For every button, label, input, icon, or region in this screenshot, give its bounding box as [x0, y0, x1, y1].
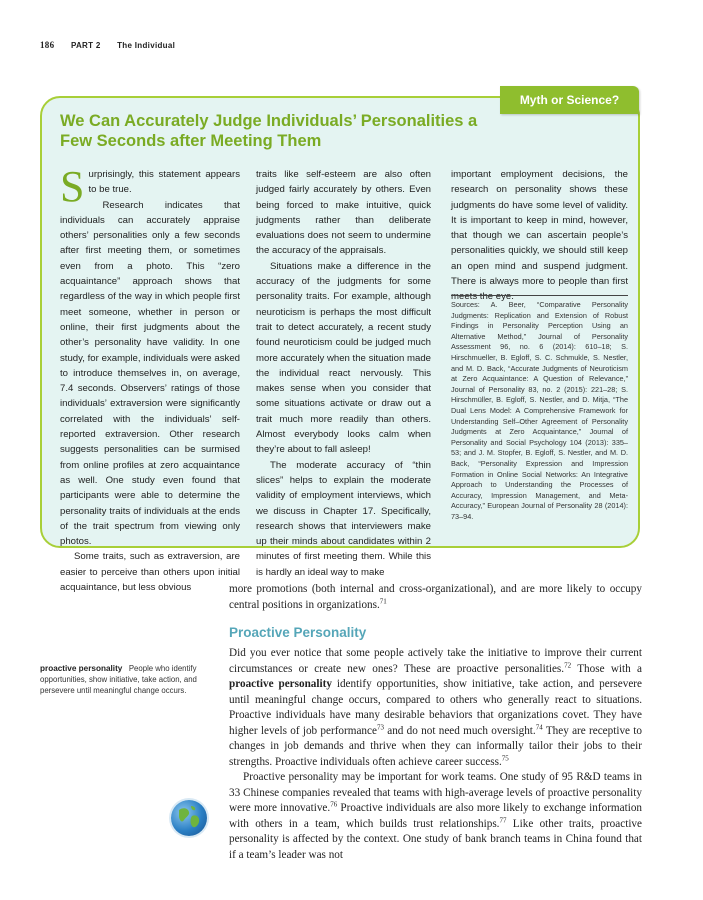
body-p1-d: and do not need much oversight. [387, 724, 536, 737]
part-label: PART 2 [70, 41, 101, 50]
feature-col2-p2: Situations make a difference in the accuracy of the judgments for some personality traits. For example, although neuroticism is perhaps the most difficult trait to detect accurately, a recent study found neuroticism could be judged much more accurately when the situation made the individual react nervously. This makes sense when you consider that some situations activate or draw out a trait much more readily than others. Almost everybody looks calm when they’re about to fall asleep! [256, 260, 431, 456]
feature-col2-p1: traits like self-esteem are also often judged fairly accurately by others. Even being forced to make intuitive, quick judgments rather than deliberate evaluations does not seem to undermine the accuracy of the appraisals. [256, 169, 431, 257]
body-p1-e: They are receptive to changes in job demands and thrive when they can informally tailor their jobs to their strengths. Proactive individuals often achieve career success. [229, 724, 643, 768]
footnote-ref: 73 [376, 722, 384, 731]
feature-col2-p3: The moderate accuracy of “thin slices” helps to explain the moderate validity of employment interviews, which we discuss in Chapter 17. Specifically, research shows that interviewers make up their minds about candidates within 2 minutes of first meeting them. While this is hardly an ideal way to make [256, 459, 431, 578]
glossary-term: proactive personality [40, 664, 123, 673]
key-term: proactive personality [229, 678, 332, 690]
glossary-text: People who identify opportunities, show initiative, take action, and persevere until meaningful change occurs. [40, 664, 197, 695]
body-intro-text: more promotions (both internal and cross-organizational), and are more likely to occupy central positions in organizations. [229, 583, 642, 611]
myth-or-science-tag: Myth or Science? [500, 86, 639, 114]
feature-col3-p1: important employment decisions, the research on personality shows these judgments do have some level of validity. It is important to keep in mind, however, that though we can ascertain people’s personalities quickly, we should still keep an open mind and suspend judgment. There is always more to people than first meets the eye. [451, 169, 628, 303]
feature-column-3 [451, 167, 628, 305]
feature-column-1 [60, 162, 240, 595]
footnote-ref: 76 [330, 800, 338, 809]
body-p1-b: Those with a [577, 662, 642, 675]
footnote-ref: 75 [501, 753, 509, 762]
section-heading: Proactive Personality [229, 625, 367, 640]
part-title: The Individual [117, 41, 176, 50]
footnote-ref: 74 [535, 722, 543, 731]
body-intro [229, 582, 642, 613]
footnote-ref: 72 [564, 660, 572, 669]
page-number: 186 [40, 40, 55, 50]
footnote-ref: 71 [379, 596, 387, 605]
body-p1-a: Did you ever notice that some people actively take the initiative to improve their current circumstances or create new ones? These are proactive personalities. [229, 647, 642, 675]
body-p1-c: identify opportunities, show initiative, take action, and persevere until meaningful change occurs, compared to others who generally react to situations. Proactive individuals have many desirable behaviors that organizations covet. They have higher levels of job performance [229, 678, 643, 737]
feature-col1-p1: urprisingly, this statement appears to be true. [88, 169, 240, 196]
footnote-ref: 77 [499, 815, 507, 824]
globe-icon [171, 800, 207, 836]
drop-cap: S [60, 162, 85, 211]
body-section [229, 646, 642, 863]
feature-col1-p2: Research indicates that individuals can accurately appraise others’ personalities only a few seconds after first meeting them, or sometimes even from a photo. This “zero acquaintance” approach shows that regardless of the way in which people first meet someone, whether in person or online, their first judgments about the other’s personality have validity. In one study, for example, individuals were asked to introduce themselves in, on average, 7.4 seconds. Observers’ ratings of those individuals’ extraversion were significantly correlated with the individuals’ self-reported extraversion. Other research suggests personalities can be surmised from online profiles at zero acquaintance as well. One study even found that participants were able to determine the personality traits of individuals at the ends of the trait spectrum from viewing only photos. [60, 199, 240, 548]
body-p2-c: Like other traits, proactive personality is affected by the context. One study of bank branch teams in China found that if a team’s leader was not [229, 817, 642, 861]
body-p2-b: Proactive individuals are also more likely to exchange information with others in a team, which builds trust relationships. [229, 802, 643, 830]
feature-col1-p3: Some traits, such as extraversion, are easier to perceive than others upon initial acquaintance, but less obvious [60, 551, 240, 594]
glossary-definition [40, 663, 210, 696]
running-header [40, 40, 189, 50]
feature-title: We Can Accurately Judge Individuals’ Personalities a Few Seconds after Meeting Them [60, 112, 478, 150]
feature-sources: Sources: A. Beer, “Comparative Personality Judgments: Replication and Extension of Robust Findings in Personality Perception Using an Alternative Method,” Journal of Personality Assessment 96, no. 6 (2014): 610–18; S. Hirschmueller, B. Egloff, S. C. Schmukle, S. Nestler, and M. D. Back, “Accurate Judgments of Neuroticism at Zero Acquaintance: A Question of Relevance,” Journal of Personality 83, no. 2 (2015): 221–28; S. Hirschmüller, B. Egloff, S. Nestler, and D. Mitja, “The Dual Lens Model: A Comprehensive Framework for Understanding Self–Other Agreement of Personality Judgments at Zero Acquaintance,” Journal of Personality and Social Psychology 104 (2013): 335–53; and J. M. Stopfer, B. Egloff, S. Nestler, and M. D. Back, “Personality Expression and Impression Formation in Online Social Networks: An Integrative Approach to Understanding the Processes of Accuracy, Impression Management, and Meta-Accuracy,” European Journal of Personality 28 (2014): 73–94. [451, 295, 628, 522]
feature-column-2 [256, 167, 431, 580]
body-p2-a: Proactive personality may be important for work teams. One study of 95 R&D teams in 33 Chinese companies revealed that teams with high-average levels of proactive personality were more innovative. [229, 771, 642, 814]
